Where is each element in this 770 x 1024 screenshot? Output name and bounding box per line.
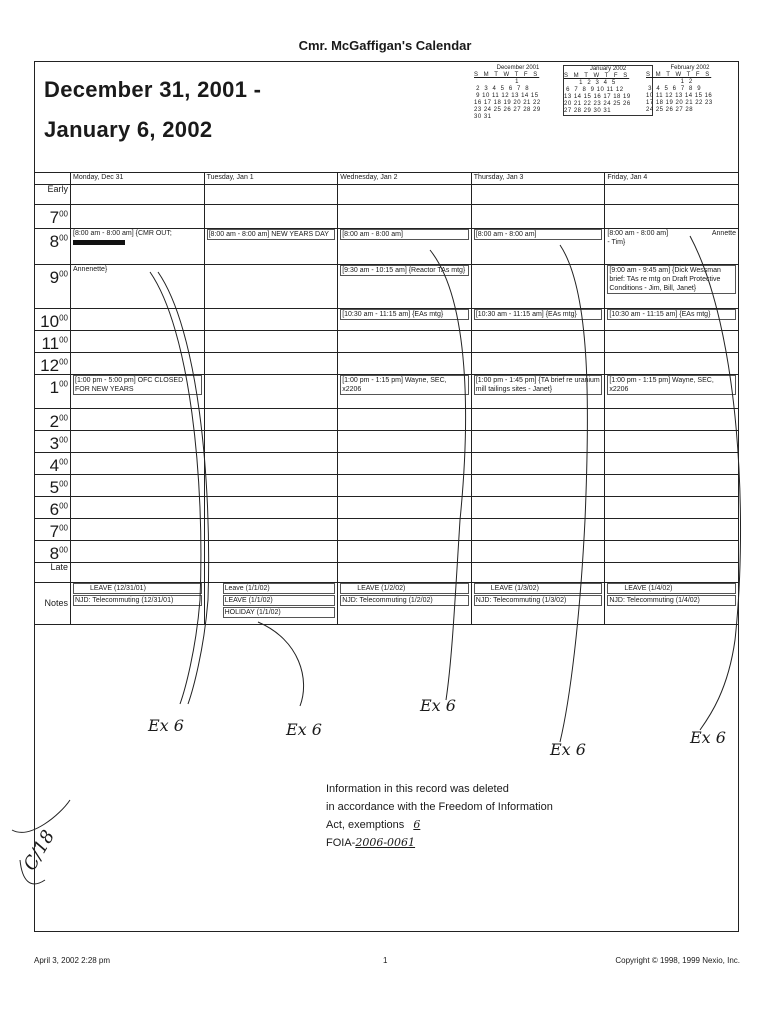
note[interactable]: LEAVE (1/2/02) — [340, 583, 469, 594]
mini-calendar-december: December 2001 S M T W T F S 1 2 3 4 5 6 7 8 9 10 11 12 13 14 15 16 17 18 19 20 21 22 23 24 25 26 27 28 29 30 31 — [474, 65, 541, 120]
note[interactable]: NJD: Telecommuting (12/31/01) — [73, 595, 202, 606]
notes-label: Notes — [44, 597, 68, 608]
exemption-mark: Ex 6 — [148, 716, 184, 735]
footer-copyright: Copyright © 1998, 1999 Nexio, Inc. — [615, 956, 740, 965]
time-label: $1^{00}$ — [49, 377, 68, 397]
event[interactable]: [8:00 am - 8:00 am] — [340, 229, 469, 240]
exemption-mark: Ex 6 — [550, 740, 586, 759]
time-label: $7^{00}$ — [49, 207, 68, 227]
exemption-mark: Ex 6 — [286, 720, 322, 739]
exemption-mark: Ex 6 — [690, 728, 726, 747]
note[interactable]: LEAVE (1/4/02) — [607, 583, 736, 594]
time-label: $8^{00}$ — [49, 543, 68, 563]
note[interactable]: LEAVE (1/1/02) — [223, 595, 336, 606]
event[interactable]: [8:00 am - 8:00 am] — [607, 230, 669, 237]
event[interactable]: [8:00 am - 8:00 am] {CMR OUT; — [73, 230, 172, 237]
event-detail: Annenette} — [73, 266, 108, 273]
event[interactable]: [1:00 pm - 5:00 pm] OFC CLOSED FOR NEW YEARS — [73, 375, 202, 395]
foia-number: 2006-0061 — [355, 836, 416, 849]
time-label: Early — [47, 184, 68, 194]
event[interactable]: [1:00 pm - 1:15 pm] Wayne, SEC, x2206 — [607, 375, 736, 395]
note[interactable]: LEAVE (1/3/02) — [474, 583, 603, 594]
note[interactable]: NJD: Telecommuting (1/4/02) — [607, 595, 736, 606]
exemption-number: 6 — [413, 818, 421, 831]
note[interactable]: Leave (1/1/02) — [223, 583, 336, 594]
day-header-thursday: Thursday, Jan 3 — [471, 173, 605, 185]
time-label: $11^{00}$ — [41, 333, 68, 353]
time-label: Late — [50, 562, 68, 572]
time-label: $3^{00}$ — [49, 433, 68, 453]
event[interactable]: [1:00 pm - 1:45 pm] {TA brief re uranium mill tailings sites - Janet} — [474, 375, 603, 395]
time-label: $2^{00}$ — [49, 411, 68, 431]
time-label: $8^{00}$ — [49, 231, 68, 251]
time-label: $6^{00}$ — [49, 499, 68, 519]
note[interactable]: HOLIDAY (1/1/02) — [223, 607, 336, 618]
note[interactable]: LEAVE (12/31/01) — [73, 583, 202, 594]
page-number: 1 — [383, 956, 388, 965]
date-range-start: December 31, 2001 - — [44, 77, 262, 102]
note[interactable]: NJD: Telecommuting (1/3/02) — [474, 595, 603, 606]
day-header-tuesday: Tuesday, Jan 1 — [204, 173, 338, 185]
foia-stamp — [326, 780, 586, 852]
event[interactable]: [8:00 am - 8:00 am] — [474, 229, 603, 240]
note[interactable]: NJD: Telecommuting (1/2/02) — [340, 595, 469, 606]
day-header-wednesday: Wednesday, Jan 2 — [338, 173, 472, 185]
event[interactable]: [10:30 am - 11:15 am] {EAs mtg} — [607, 309, 736, 320]
foia-line: FOIA-2006-0061 — [326, 834, 586, 852]
day-header-friday: Friday, Jan 4 — [605, 173, 739, 185]
event[interactable]: [9:30 am - 10:15 am] {Reactor TAs mtg} — [340, 265, 469, 276]
day-header-monday: Monday, Dec 31 — [71, 173, 205, 185]
event[interactable]: [8:00 am - 8:00 am] NEW YEARS DAY — [207, 229, 336, 240]
foia-line: Act, exemptions 6 — [326, 816, 586, 834]
event[interactable]: [10:30 am - 11:15 am] {EAs mtg} — [340, 309, 469, 320]
mini-calendar-february: February 2002 S M T W T F S 1 2 3 4 5 6 7 8 9 10 11 12 13 14 15 16 17 18 19 20 21 22 23 24 25 26 27 28 — [646, 65, 713, 113]
event[interactable]: [10:30 am - 11:15 am] {EAs mtg} — [474, 309, 603, 320]
foia-line: Information in this record was deleted — [326, 783, 509, 795]
event[interactable]: [1:00 pm - 1:15 pm] Wayne, SEC, x2206 — [340, 375, 469, 395]
time-label: $7^{00}$ — [49, 521, 68, 541]
mini-calendar-january: January 2002 S M T W T F S 1 2 3 4 5 6 7 8 9 10 11 12 13 14 15 16 17 18 19 20 21 22 23 24 25 26 27 28 29 30 31 — [563, 65, 653, 116]
document-title: Cmr. McGaffigan's Calendar — [298, 38, 472, 53]
time-label: $10^{00}$ — [40, 311, 68, 331]
time-label: $9^{00}$ — [49, 267, 68, 287]
event-detail: - Tim} — [607, 239, 626, 246]
exemption-mark: Ex 6 — [420, 696, 456, 715]
footer-timestamp: April 3, 2002 2:28 pm — [34, 956, 111, 965]
time-label: $5^{00}$ — [49, 477, 68, 497]
event[interactable]: [9:00 am - 9:45 am] {Dick Wessman brief: TAs re mtg on Draft Protective Conditions - Jim, Bill, Janet} — [607, 265, 736, 294]
foia-line: in accordance with the Freedom of Information — [326, 801, 553, 813]
event-detail: Annette — [711, 230, 736, 237]
time-label: $4^{00}$ — [49, 455, 68, 475]
date-range-end: January 6, 2002 — [44, 117, 213, 142]
time-label: $12^{00}$ — [40, 355, 68, 375]
margin-initials: C/18 — [19, 826, 60, 875]
